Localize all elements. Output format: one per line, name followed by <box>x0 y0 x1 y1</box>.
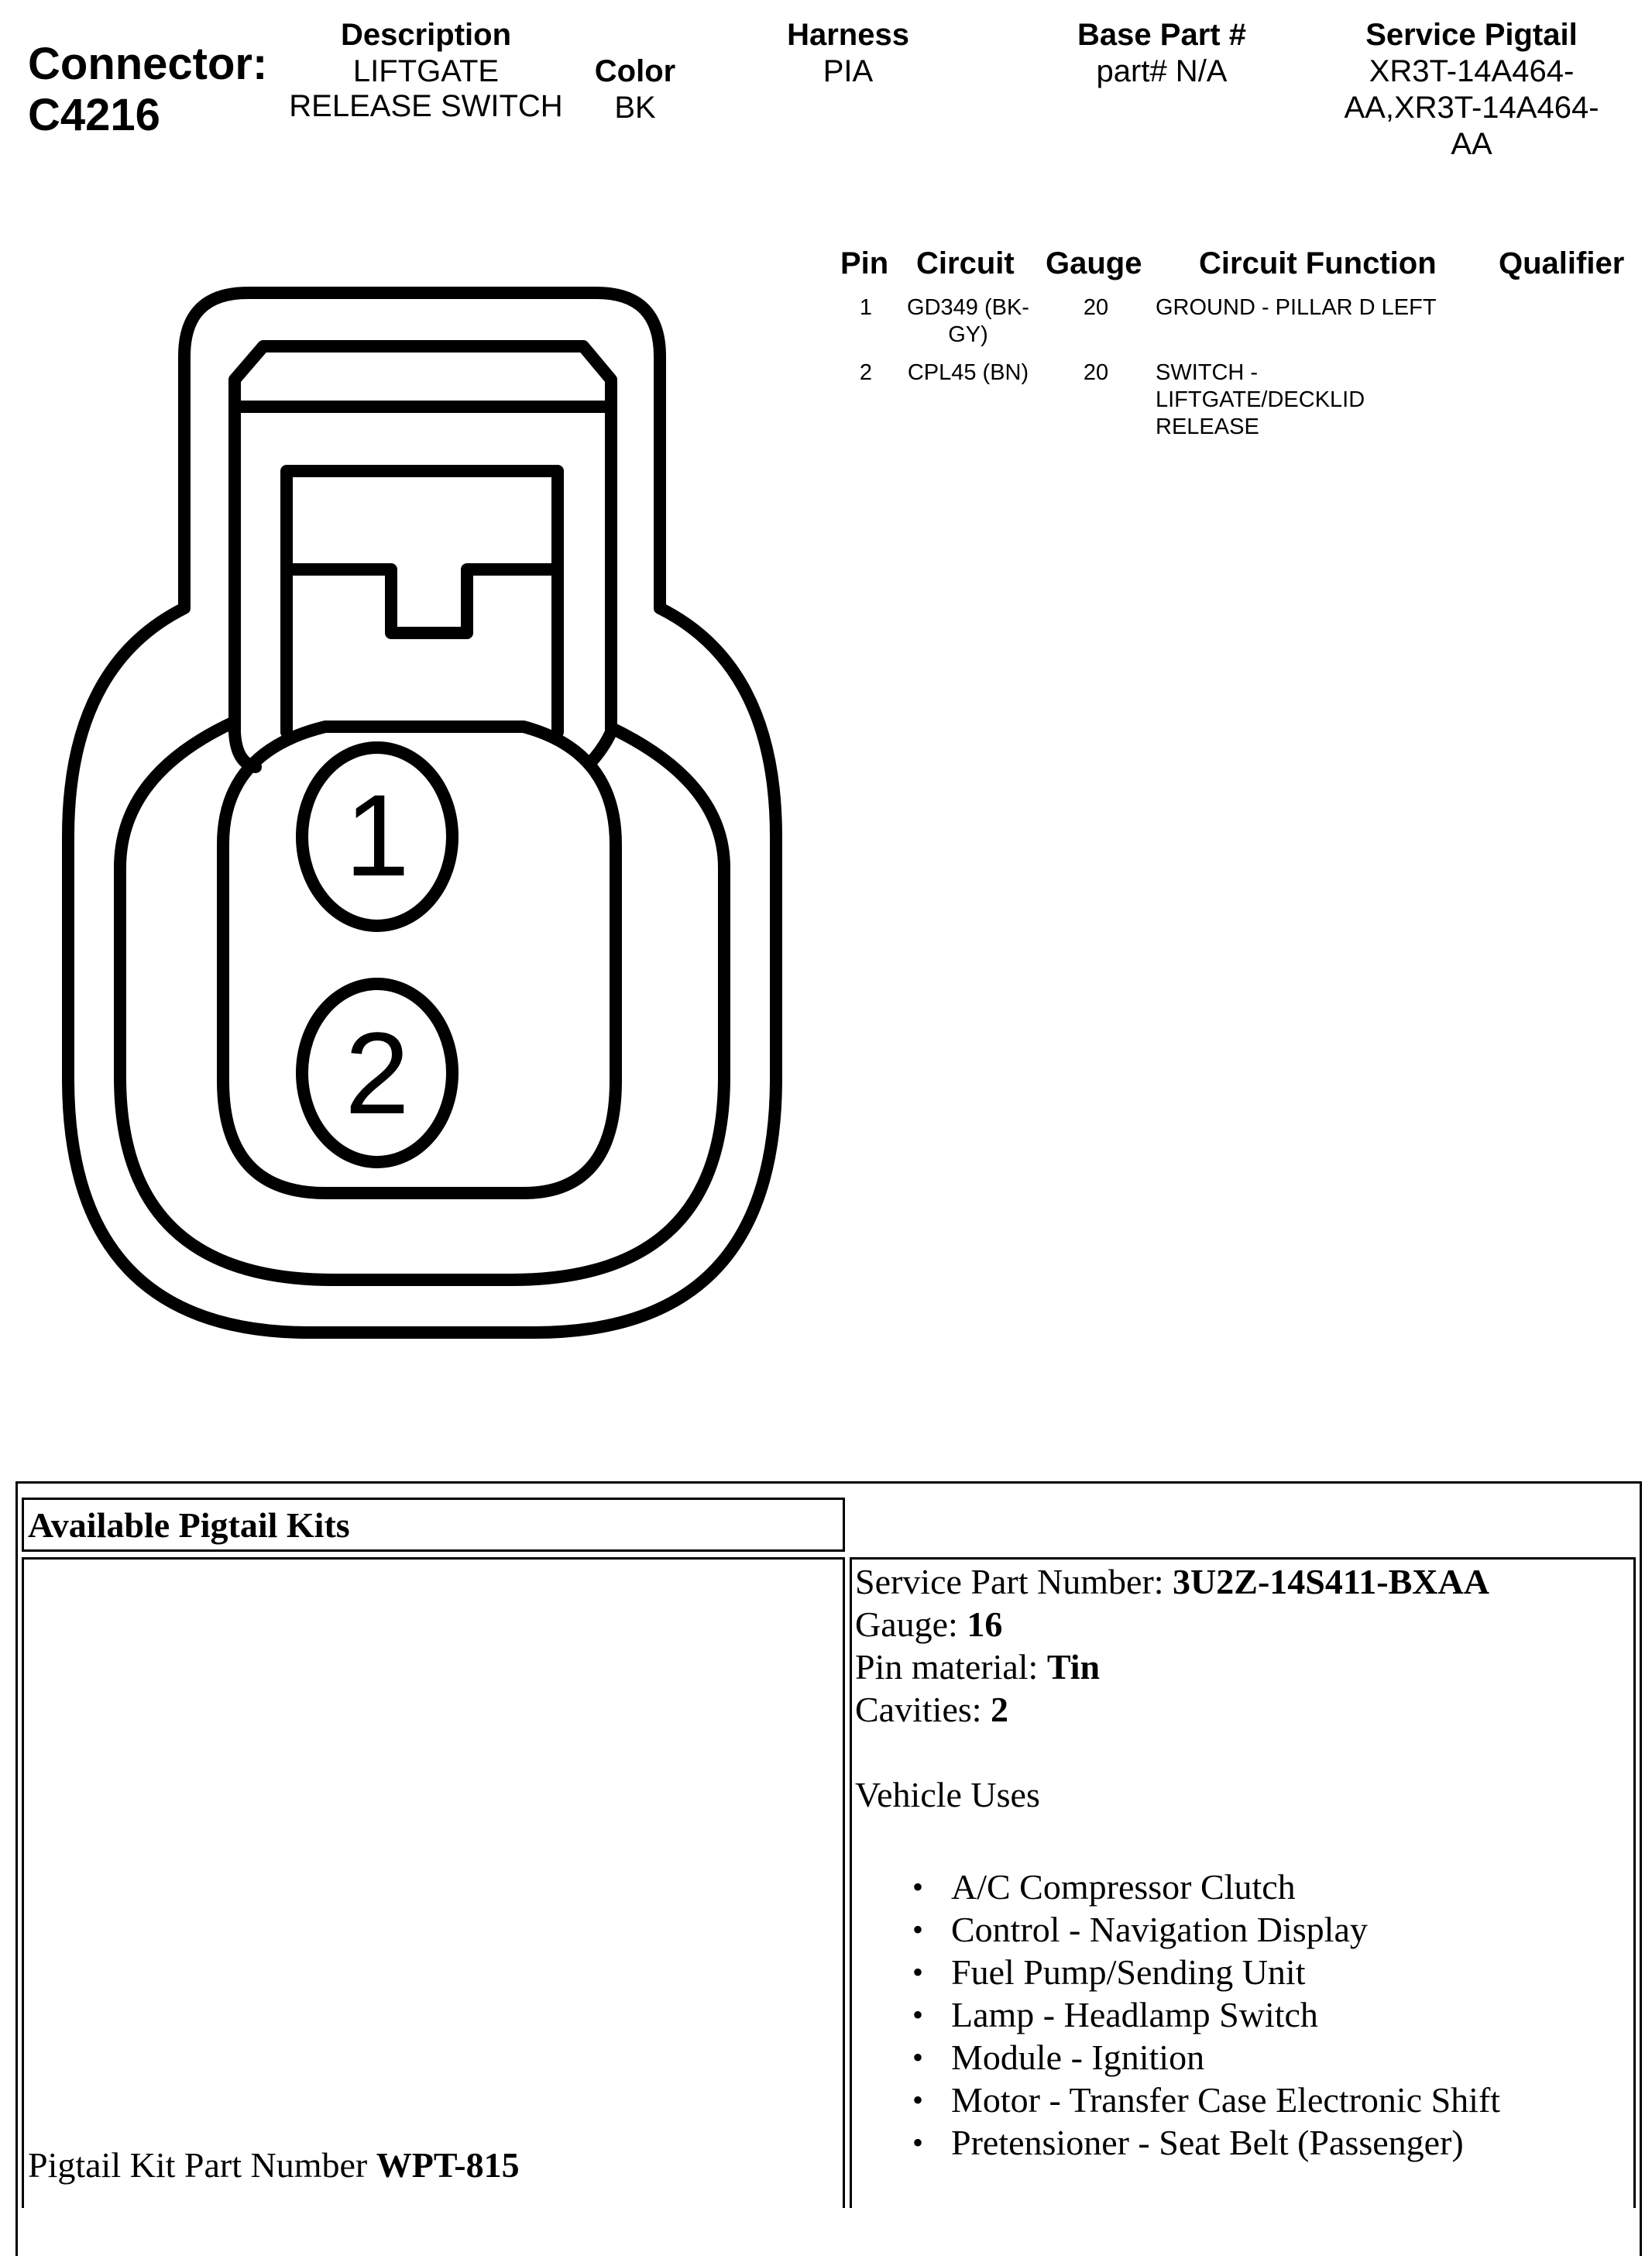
service-pigtail-column <box>1317 17 1626 163</box>
vehicle-uses-label: Vehicle Uses <box>855 1775 1040 1814</box>
connector-face-diagram <box>0 256 821 1364</box>
list-item: • Module - Ignition <box>951 2036 1500 2079</box>
list-item: • A/C Compressor Clutch <box>951 1866 1500 1908</box>
gauge-cell: 20 <box>1083 360 1109 385</box>
harness-column <box>744 17 953 90</box>
base-part-column <box>1030 17 1293 90</box>
function-line: LIFTGATE/DECKLID <box>1156 387 1365 412</box>
gauge-header: Gauge <box>1046 246 1142 280</box>
connector-id: C4216 <box>28 90 160 140</box>
description-line1: LIFTGATE <box>352 54 500 88</box>
pin-material-line <box>855 1646 1489 1688</box>
kit-image-cell <box>22 1557 845 2208</box>
function-cell <box>1156 359 1481 441</box>
base-part-header: Base Part # <box>1077 18 1246 52</box>
description-line2: RELEASE SWITCH <box>289 89 563 123</box>
circuit-line: GY) <box>948 322 988 347</box>
pin-header: Pin <box>840 246 889 280</box>
latch-tab <box>287 471 558 732</box>
qualifier-header: Qualifier <box>1499 246 1625 280</box>
function-line: RELEASE <box>1156 414 1259 439</box>
list-item: • Motor - Transfer Case Electronic Shift <box>951 2079 1500 2121</box>
circuit-cell <box>891 294 1046 349</box>
list-item: • Control - Navigation Display <box>951 1908 1500 1951</box>
service-part-line <box>855 1560 1489 1603</box>
cavities-value: 2 <box>991 1690 1009 1729</box>
pigtail-kit-part-number <box>28 2144 520 2186</box>
base-part-value: part# N/A <box>1096 54 1228 88</box>
latch-hook-right <box>590 732 611 763</box>
pin-material-value: Tin <box>1046 1647 1101 1687</box>
gauge-value: 16 <box>967 1604 1003 1644</box>
pin-face <box>223 727 616 1193</box>
service-pigtail-line3: AA <box>1451 127 1492 161</box>
service-pigtail-header: Service Pigtail <box>1365 18 1578 52</box>
function-line: GROUND - PILLAR D LEFT <box>1156 295 1437 320</box>
color-column <box>573 53 697 126</box>
connector-label: Connector: <box>28 39 268 89</box>
kit-part-value: WPT-815 <box>376 2145 520 2185</box>
pin-number: 1 <box>859 295 873 320</box>
list-item: • Fuel Pump/Sending Unit <box>951 1951 1500 1993</box>
service-pigtail-line1: XR3T-14A464- <box>1369 54 1575 88</box>
color-header: Color <box>594 54 676 88</box>
pin-number: 2 <box>859 360 873 385</box>
list-item: • Pretensioner - Seat Belt (Passenger) <box>951 2121 1500 2164</box>
service-pigtail-line2: AA,XR3T-14A464- <box>1344 91 1599 125</box>
cavities-label: Cavities: <box>855 1690 991 1729</box>
gauge-cell: 20 <box>1083 295 1109 320</box>
pin-material-label: Pin material: <box>855 1647 1047 1687</box>
kit-details <box>855 1560 1489 1816</box>
pigtail-kits-title: Available Pigtail Kits <box>28 1505 350 1545</box>
circuit-line: CPL45 (BN) <box>907 360 1029 385</box>
gauge-label: Gauge: <box>855 1604 967 1644</box>
service-part-value: 3U2Z-14S411-BXAA <box>1173 1562 1489 1601</box>
cavities-line <box>855 1688 1489 1731</box>
circuit-cell <box>891 359 1046 387</box>
service-part-label: Service Part Number: <box>855 1562 1173 1601</box>
circuit-line: GD349 (BK- <box>907 295 1029 320</box>
circuit-header: Circuit <box>916 246 1015 280</box>
pin-label-2: 2 <box>345 1008 410 1138</box>
harness-value: PIA <box>823 54 874 88</box>
latch-notch <box>287 569 558 633</box>
function-cell <box>1156 294 1481 322</box>
description-header: Description <box>340 18 512 52</box>
color-value: BK <box>614 91 656 125</box>
kit-part-label: Pigtail Kit Part Number <box>28 2145 376 2185</box>
description-column <box>271 17 581 125</box>
vehicle-uses-list <box>951 1866 1500 2164</box>
list-item: • Lamp - Headlamp Switch <box>951 1993 1500 2036</box>
connector-outer-shell <box>68 293 776 1333</box>
connector-title <box>28 39 267 141</box>
gauge-line <box>855 1603 1489 1646</box>
function-header: Circuit Function <box>1199 246 1437 280</box>
function-line: SWITCH - <box>1156 360 1259 385</box>
harness-header: Harness <box>787 18 909 52</box>
pin-label-1: 1 <box>345 770 410 900</box>
